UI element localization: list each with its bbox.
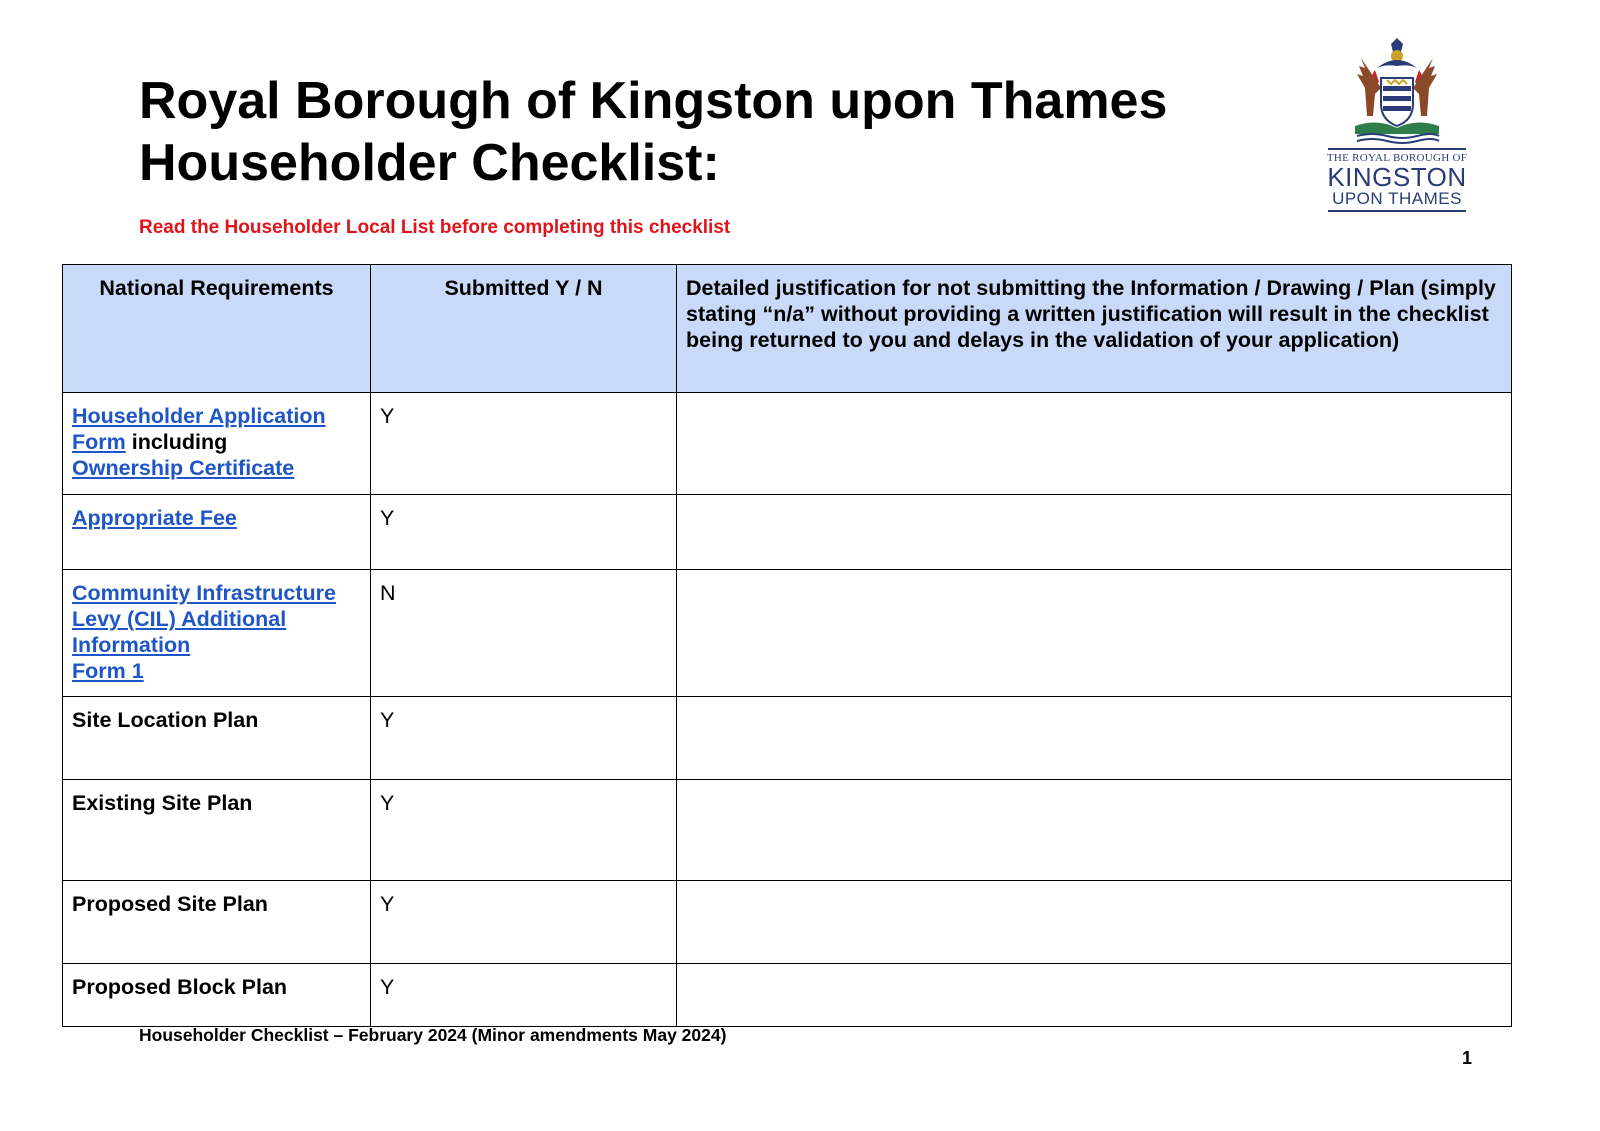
- column-header-justification: Detailed justification for not submitting the Information / Drawing / Plan (simply stating “n/a” without providing a written justification will result in the checklist being returned to you and delays in the validation of your application): [677, 265, 1512, 393]
- title-line-1: Royal Borough of Kingston upon Thames: [139, 72, 1168, 130]
- page-number: 1: [1462, 1048, 1473, 1068]
- title-line-2: Householder Checklist:: [139, 134, 720, 192]
- table-row: [63, 697, 1512, 780]
- requirement-connector-text: including: [125, 430, 228, 454]
- table-header-row: [63, 265, 1512, 393]
- appropriate-fee-link[interactable]: Appropriate Fee: [72, 506, 237, 530]
- requirement-cell: Site Location Plan: [63, 697, 371, 780]
- table-row: [63, 780, 1512, 881]
- column-header-requirements: National Requirements: [63, 265, 371, 393]
- table-row: [63, 393, 1512, 495]
- cil-link-line-3: Information: [72, 633, 191, 657]
- requirement-cell: Existing Site Plan: [63, 780, 371, 881]
- table-row: [63, 964, 1512, 1027]
- logo-divider-bottom: [1328, 210, 1466, 212]
- requirement-cell: Proposed Block Plan: [63, 964, 371, 1027]
- table-row: [63, 881, 1512, 964]
- table-row: [63, 570, 1512, 697]
- justification-cell[interactable]: [677, 393, 1512, 495]
- justification-cell[interactable]: [677, 964, 1512, 1027]
- submitted-cell[interactable]: Y: [371, 964, 677, 1027]
- instruction-note: Read the Householder Local List before completing this checklist: [139, 217, 731, 238]
- document-footer: Householder Checklist – February 2024 (Minor amendments May 2024): [139, 1025, 727, 1045]
- requirement-cell: [63, 570, 371, 697]
- logo-text-line-1: THE ROYAL BOROUGH OF: [1326, 152, 1468, 164]
- ownership-certificate-link[interactable]: Ownership Certificate: [72, 456, 295, 480]
- logo-text-line-2: KINGSTON: [1327, 162, 1467, 192]
- justification-cell[interactable]: [677, 881, 1512, 964]
- householder-application-form-link[interactable]: Householder Application Form: [72, 404, 326, 454]
- requirement-cell: Proposed Site Plan: [63, 881, 371, 964]
- logo-divider: [1328, 148, 1466, 150]
- justification-cell[interactable]: [677, 495, 1512, 570]
- page-title: [139, 70, 1167, 194]
- submitted-cell[interactable]: Y: [371, 393, 677, 495]
- cil-form-link[interactable]: [72, 581, 336, 683]
- cil-link-line-4: Form 1: [72, 659, 144, 683]
- submitted-cell[interactable]: Y: [371, 697, 677, 780]
- submitted-cell[interactable]: N: [371, 570, 677, 697]
- justification-cell[interactable]: [677, 780, 1512, 881]
- logo-text-line-3: UPON THAMES: [1332, 189, 1462, 208]
- submitted-cell[interactable]: Y: [371, 495, 677, 570]
- cil-link-line-2: Levy (CIL) Additional: [72, 607, 287, 631]
- justification-cell[interactable]: [677, 697, 1512, 780]
- council-logo: [1322, 38, 1472, 210]
- justification-cell[interactable]: [677, 570, 1512, 697]
- cil-link-line-1: Community Infrastructure: [72, 581, 337, 605]
- checklist-table: [62, 264, 1512, 1027]
- submitted-cell[interactable]: Y: [371, 780, 677, 881]
- coat-of-arms-icon: [1347, 38, 1447, 146]
- requirement-cell: [63, 393, 371, 495]
- submitted-cell[interactable]: Y: [371, 881, 677, 964]
- column-header-submitted: Submitted Y / N: [371, 265, 677, 393]
- table-row: [63, 495, 1512, 570]
- requirement-cell: [63, 495, 371, 570]
